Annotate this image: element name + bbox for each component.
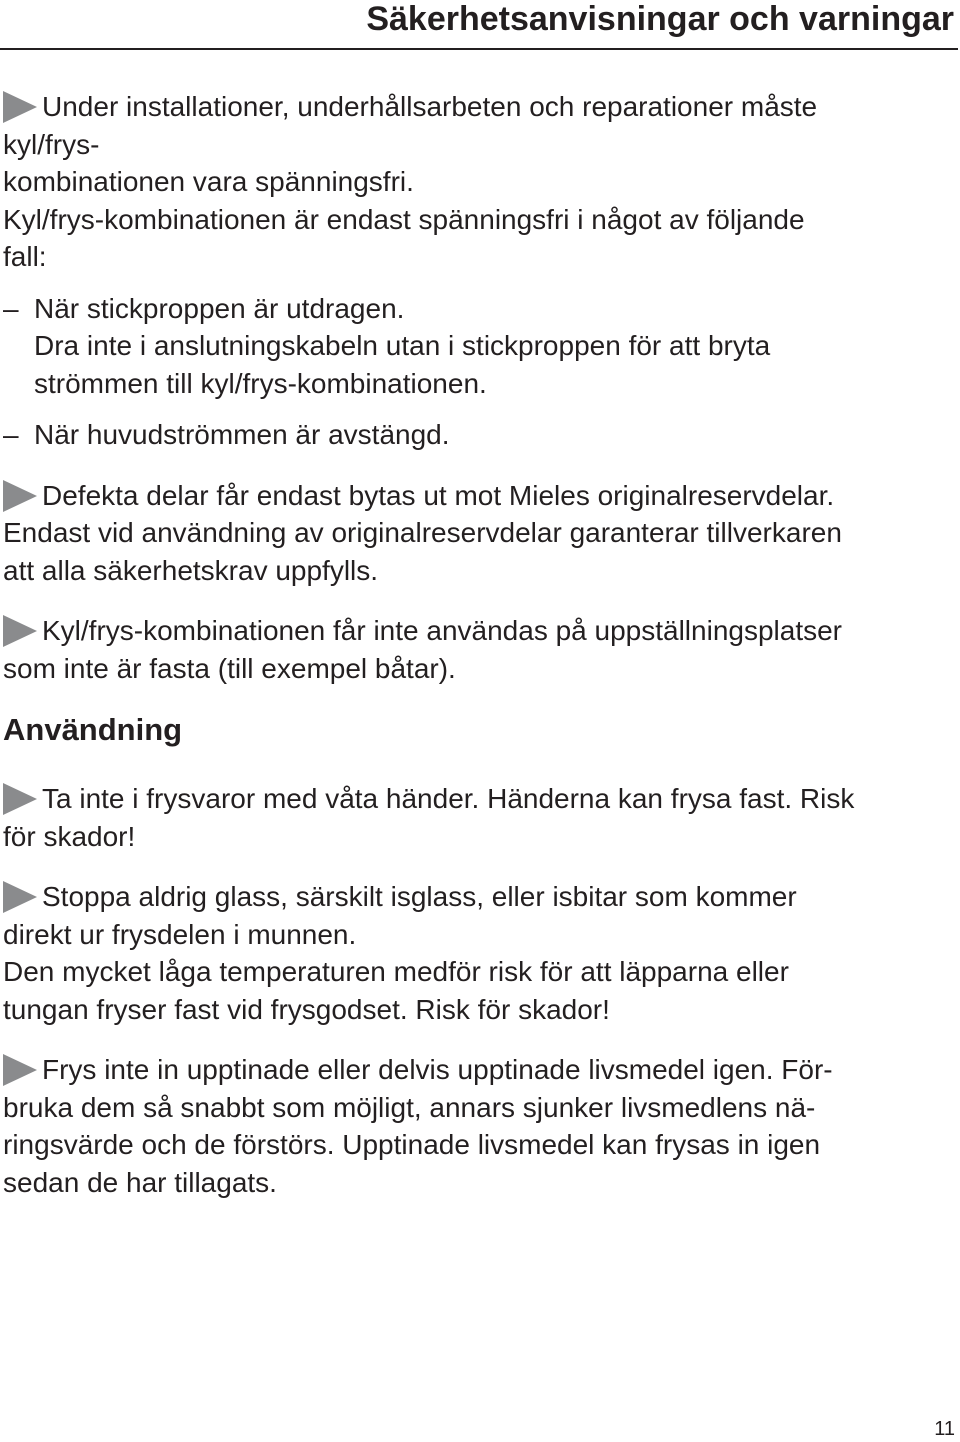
section-heading-usage: Användning xyxy=(3,712,183,747)
dash-bullet: – xyxy=(3,292,19,324)
page-title: Säkerhetsanvisningar och varningar xyxy=(366,0,954,38)
text-line: tungan fryser fast vid frysgodset. Risk för skador! xyxy=(3,993,610,1025)
text-line-content: Under installationer, underhållsarbeten och reparationer måste xyxy=(42,91,818,122)
warning-paragraph-spare-parts xyxy=(3,477,953,590)
text-line-content: Frys inte in upptinade eller delvis upptinade livsmedel igen. För- xyxy=(42,1054,833,1085)
text-line: för skador! xyxy=(3,820,136,852)
arrow-bullet-icon xyxy=(3,783,37,815)
text-line xyxy=(3,1051,953,1089)
arrow-bullet-icon xyxy=(3,615,37,647)
text-line xyxy=(3,878,953,916)
text-line: ringsvärde och de förstörs. Upptinade livsmedel kan frysas in igen xyxy=(3,1129,821,1160)
arrow-bullet-icon xyxy=(3,91,37,123)
text-line xyxy=(3,780,953,818)
text-line: sedan de har tillagats. xyxy=(3,1166,277,1198)
text-line: Kyl/frys-kombinationen är endast spänningsfri i något av följande xyxy=(3,203,805,235)
text-line-content: Ta inte i frysvaror med våta händer. Händerna kan frysa fast. Risk xyxy=(42,783,855,814)
text-line-content: Stoppa aldrig glass, särskilt isglass, eller isbitar som kommer xyxy=(42,881,797,912)
warning-paragraph-ice-cream xyxy=(3,878,953,1028)
text-line: fall: xyxy=(3,241,47,272)
text-line: kyl/frys- xyxy=(3,128,100,160)
text-line xyxy=(3,477,953,515)
text-line: strömmen till kyl/frys-kombinationen. xyxy=(34,367,487,399)
text-line: När huvudströmmen är avstängd. xyxy=(34,419,450,450)
text-line: Endast vid användning av originalreservdelar garanterar tillverkaren xyxy=(3,517,842,548)
dash-list-item-main-power xyxy=(3,416,953,454)
text-line: När stickproppen är utdragen. xyxy=(34,292,405,324)
text-line: att alla säkerhetskrav uppfylls. xyxy=(3,554,379,586)
warning-paragraph-power-off xyxy=(3,88,953,276)
arrow-bullet-icon xyxy=(3,1054,37,1086)
text-line: Dra inte i anslutningskabeln utan i stickproppen för att bryta xyxy=(34,330,771,361)
text-line-content: Kyl/frys-kombinationen får inte användas på uppställningsplatser xyxy=(42,615,843,646)
text-line xyxy=(3,88,953,126)
text-line: bruka dem så snabbt som möjligt, annars sjunker livsmedlens nä- xyxy=(3,1091,816,1123)
text-line xyxy=(3,612,953,650)
arrow-bullet-icon xyxy=(3,480,37,512)
dash-list-item-plug xyxy=(3,290,953,403)
dash-bullet: – xyxy=(3,419,19,450)
text-line: direkt ur frysdelen i munnen. xyxy=(3,918,357,950)
arrow-bullet-icon xyxy=(3,881,37,913)
page-header xyxy=(0,0,958,50)
warning-paragraph-wet-hands xyxy=(3,780,953,855)
page-number: 11 xyxy=(934,1418,955,1440)
warning-paragraph-refreezing xyxy=(3,1051,953,1201)
text-line: kombinationen vara spänningsfri. xyxy=(3,166,414,197)
text-line: som inte är fasta (till exempel båtar). xyxy=(3,652,456,684)
text-line: Den mycket låga temperaturen medför risk för att läpparna eller xyxy=(3,956,789,987)
text-line-content: Defekta delar får endast bytas ut mot Mieles originalreservdelar. xyxy=(42,479,835,511)
page-content xyxy=(3,88,953,1201)
warning-paragraph-installation-site xyxy=(3,612,953,687)
